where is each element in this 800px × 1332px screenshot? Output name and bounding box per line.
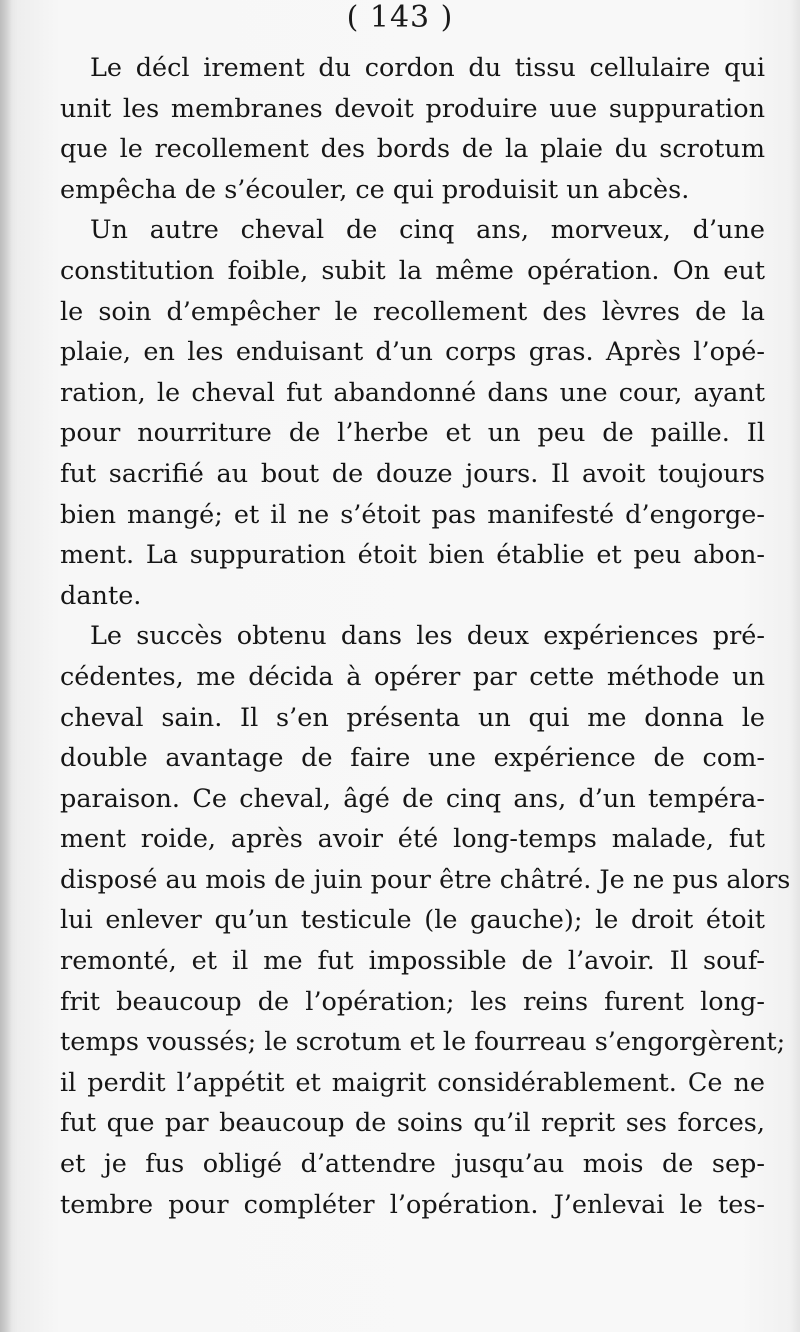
text-line: il perdit l’appétit et maigrit considérablement. Ce ne: [60, 1067, 765, 1098]
text-line: constitution foible, subit la même opération. On eut: [60, 255, 765, 286]
text-line: le soin d’empêcher le recollement des lèvres de la: [60, 296, 765, 327]
text-line: disposé au mois de juin pour être châtré. Je ne pus alors: [60, 864, 791, 895]
text-line: remonté, et il me fut impossible de l’avoir. Il souf-: [60, 946, 765, 977]
text-line: temps voussés; le scrotum et le fourreau s’engorgèrent;: [60, 1027, 786, 1058]
text-line: plaie, en les enduisant d’un corps gras. Après l’opé-: [60, 337, 765, 368]
text-line: Le décl irement du cordon du tissu cellulaire qui: [90, 53, 765, 83]
text-line: cédentes, me décida à opérer par cette méthode un: [60, 661, 765, 692]
text-line: ment. La suppuration étoit bien établie et peu abon-: [60, 540, 765, 571]
text-line: tembre pour compléter l’opération. J’enlevai le tes-: [60, 1189, 765, 1220]
page-gutter-shadow: [0, 0, 12, 1332]
text-line: ration, le cheval fut abandonné dans une cour, ayant: [60, 377, 765, 408]
text-line: lui enlever qu’un testicule (le gauche); le droit étoit: [60, 905, 765, 936]
text-line: Le succès obtenu dans les deux expériences pré-: [90, 621, 765, 652]
text-line: et je fus obligé d’attendre jusqu’au mois de sep-: [60, 1149, 765, 1180]
text-line: fut que par beaucoup de soins qu’il reprit ses forces,: [60, 1108, 765, 1139]
text-line: empêcha de s’écouler, ce qui produisit un abcès.: [60, 174, 690, 205]
text-line: ment roide, après avoir été long-temps malade, fut: [60, 824, 765, 855]
text-line: que le recollement des bords de la plaie du scrotum: [60, 134, 765, 165]
page-number: ( 143 ): [346, 0, 454, 35]
text-line: frit beaucoup de l’opération; les reins furent long-: [60, 986, 765, 1017]
text-line: Un autre cheval de cinq ans, morveux, d’une: [90, 215, 765, 246]
text-line: cheval sain. Il s’en présenta un qui me donna le: [60, 702, 765, 733]
text-line: fut sacrifié au bout de douze jours. Il avoit toujours: [60, 458, 765, 489]
text-line: dante.: [60, 580, 142, 611]
text-line: double avantage de faire une expérience de com-: [60, 743, 765, 774]
text-line: bien mangé; et il ne s’étoit pas manifesté d’engorge-: [60, 499, 765, 530]
text-line: paraison. Ce cheval, âgé de cinq ans, d’un tempéra-: [60, 783, 765, 814]
text-line: unit les membranes devoit produire uue suppuration: [60, 93, 765, 124]
text-line: pour nourriture de l’herbe et un peu de paille. Il: [60, 418, 765, 449]
body-text: [60, 48, 791, 1225]
